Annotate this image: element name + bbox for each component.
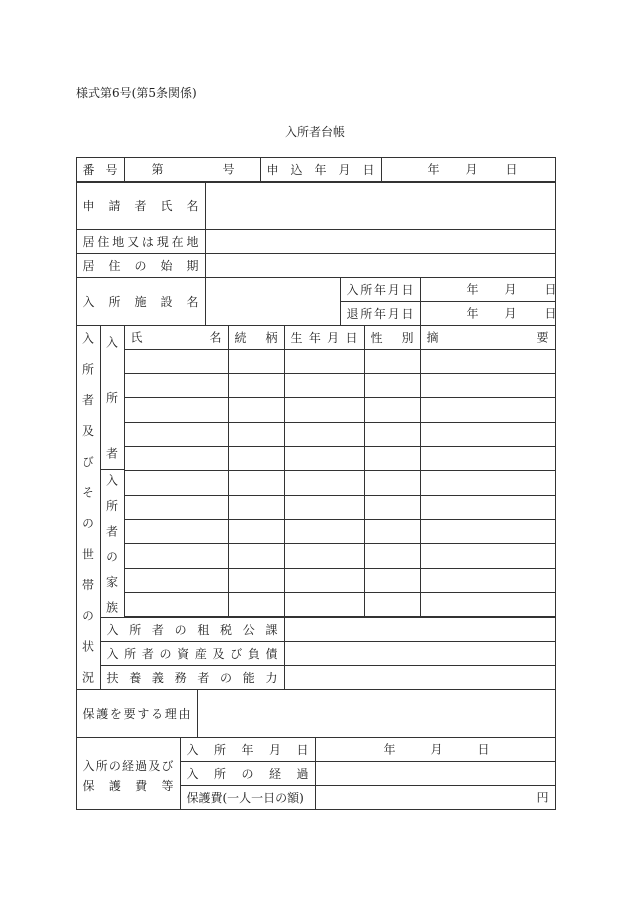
form-number: 様式第6号(第5条関係) (76, 86, 197, 100)
household-row-name-cell[interactable] (124, 349, 229, 374)
currency-label: 円 (536, 790, 549, 805)
date-day-label: 日 (544, 306, 557, 321)
household-row-remarks-cell[interactable] (420, 349, 556, 374)
application-date-field[interactable] (381, 157, 556, 182)
household-row-name-cell[interactable] (124, 495, 229, 520)
date-day-label: 日 (505, 162, 518, 177)
household-row-birthdate-cell[interactable] (284, 543, 365, 568)
residence-label: 居住地又は現在地 (76, 229, 206, 254)
date-month-label: 月 (504, 306, 517, 321)
household-row-sex-cell[interactable] (364, 349, 421, 374)
cost-label: 保護費(一人一日の額) (180, 785, 316, 810)
household-row-sex-cell[interactable] (364, 373, 421, 398)
household-row-relation-cell[interactable] (228, 349, 285, 374)
support-field[interactable] (284, 665, 556, 690)
household-row-relation-cell[interactable] (228, 519, 285, 544)
household-row-sex-cell[interactable] (364, 470, 421, 495)
household-row-name-cell[interactable] (124, 446, 229, 471)
residence-start-label: 居住の始期 (76, 253, 206, 278)
household-row-remarks-cell[interactable] (420, 543, 556, 568)
household-outer-label: 入所者及びその世帯の状況 (76, 325, 101, 690)
applicant-name-label: 申請者氏名 (76, 182, 206, 230)
progress-label: 入所の経過及び 保護費等 (76, 737, 181, 810)
residence-start-field[interactable] (205, 253, 556, 278)
household-row-birthdate-cell[interactable] (284, 349, 365, 374)
progress-admission-date-label: 入所年月日 (180, 737, 316, 762)
household-row-name-cell[interactable] (124, 519, 229, 544)
household-row-birthdate-cell[interactable] (284, 373, 365, 398)
assets-field[interactable] (284, 641, 556, 666)
header-remarks: 摘 要 (420, 325, 556, 350)
household-row-name-cell[interactable] (124, 470, 229, 495)
household-row-name-cell[interactable] (124, 592, 229, 617)
household-row-relation-cell[interactable] (228, 397, 285, 422)
household-row-sex-cell[interactable] (364, 543, 421, 568)
header-sex: 性別 (364, 325, 421, 350)
page-title: 入所者台帳 (284, 125, 345, 139)
discharge-date-field[interactable] (420, 301, 556, 326)
household-row-birthdate-cell[interactable] (284, 592, 365, 617)
household-row-sex-cell[interactable] (364, 495, 421, 520)
household-row-relation-cell[interactable] (228, 422, 285, 447)
household-row-birthdate-cell[interactable] (284, 422, 365, 447)
tax-label: 入所者の租税公課 (100, 617, 285, 642)
household-row-relation-cell[interactable] (228, 495, 285, 520)
household-row-birthdate-cell[interactable] (284, 568, 365, 593)
progress-admission-date-field[interactable]: 年 月 日 (315, 737, 556, 762)
number-suffix: 号 (222, 162, 235, 177)
tax-field[interactable] (284, 617, 556, 642)
household-row-remarks-cell[interactable] (420, 568, 556, 593)
facility-name-label: 入所施設名 (76, 277, 206, 326)
number-prefix: 第 (151, 162, 164, 177)
date-month-label: 月 (504, 282, 517, 297)
resident-label: 入所者 (100, 325, 125, 470)
household-row-relation-cell[interactable] (228, 592, 285, 617)
household-row-birthdate-cell[interactable] (284, 495, 365, 520)
discharge-date-label: 退所年月日 (340, 301, 421, 326)
date-month-label: 月 (465, 162, 478, 177)
admission-date-field[interactable] (420, 277, 556, 302)
history-field[interactable] (315, 761, 556, 786)
household-row-relation-cell[interactable] (228, 470, 285, 495)
applicant-name-field[interactable] (205, 182, 556, 230)
household-row-remarks-cell[interactable] (420, 397, 556, 422)
header-birthdate: 生年月日 (284, 325, 365, 350)
household-row-sex-cell[interactable] (364, 519, 421, 544)
household-row-birthdate-cell[interactable] (284, 397, 365, 422)
header-name: 氏 名 (124, 325, 229, 350)
household-row-sex-cell[interactable] (364, 446, 421, 471)
date-year-label: 年 (427, 162, 440, 177)
reason-label: 保護を要する理由 (76, 689, 198, 738)
assets-label: 入所者の資産及び負債 (100, 641, 285, 666)
household-row-name-cell[interactable] (124, 422, 229, 447)
household-row-relation-cell[interactable] (228, 446, 285, 471)
household-row-remarks-cell[interactable] (420, 519, 556, 544)
household-row-sex-cell[interactable] (364, 397, 421, 422)
reason-field[interactable] (197, 689, 556, 738)
household-row-name-cell[interactable] (124, 568, 229, 593)
date-year-label: 年 (466, 306, 479, 321)
household-row-birthdate-cell[interactable] (284, 470, 365, 495)
date-day-label: 日 (544, 282, 557, 297)
household-row-remarks-cell[interactable] (420, 470, 556, 495)
household-row-remarks-cell[interactable] (420, 446, 556, 471)
household-row-relation-cell[interactable] (228, 568, 285, 593)
cost-field[interactable] (315, 785, 556, 810)
facility-name-field[interactable] (205, 277, 341, 326)
household-row-name-cell[interactable] (124, 543, 229, 568)
household-row-name-cell[interactable] (124, 373, 229, 398)
household-row-remarks-cell[interactable] (420, 373, 556, 398)
household-row-relation-cell[interactable] (228, 543, 285, 568)
support-label: 扶養義務者の能力 (100, 665, 285, 690)
admission-date-label: 入所年月日 (340, 277, 421, 302)
household-row-sex-cell[interactable] (364, 568, 421, 593)
history-label: 入所の経過 (180, 761, 316, 786)
number-field[interactable] (124, 157, 261, 182)
household-row-sex-cell[interactable] (364, 422, 421, 447)
household-row-birthdate-cell[interactable] (284, 446, 365, 471)
family-label: 入所者の家族 (100, 469, 125, 618)
number-label: 番号 (76, 157, 125, 182)
household-row-sex-cell[interactable] (364, 592, 421, 617)
household-row-relation-cell[interactable] (228, 373, 285, 398)
household-row-remarks-cell[interactable] (420, 495, 556, 520)
household-row-birthdate-cell[interactable] (284, 519, 365, 544)
household-row-remarks-cell[interactable] (420, 422, 556, 447)
household-row-name-cell[interactable] (124, 397, 229, 422)
household-row-remarks-cell[interactable] (420, 592, 556, 617)
header-relation: 続柄 (228, 325, 285, 350)
date-year-label: 年 (466, 282, 479, 297)
application-date-label: 申込年月日 (260, 157, 382, 182)
residence-field[interactable] (205, 229, 556, 254)
